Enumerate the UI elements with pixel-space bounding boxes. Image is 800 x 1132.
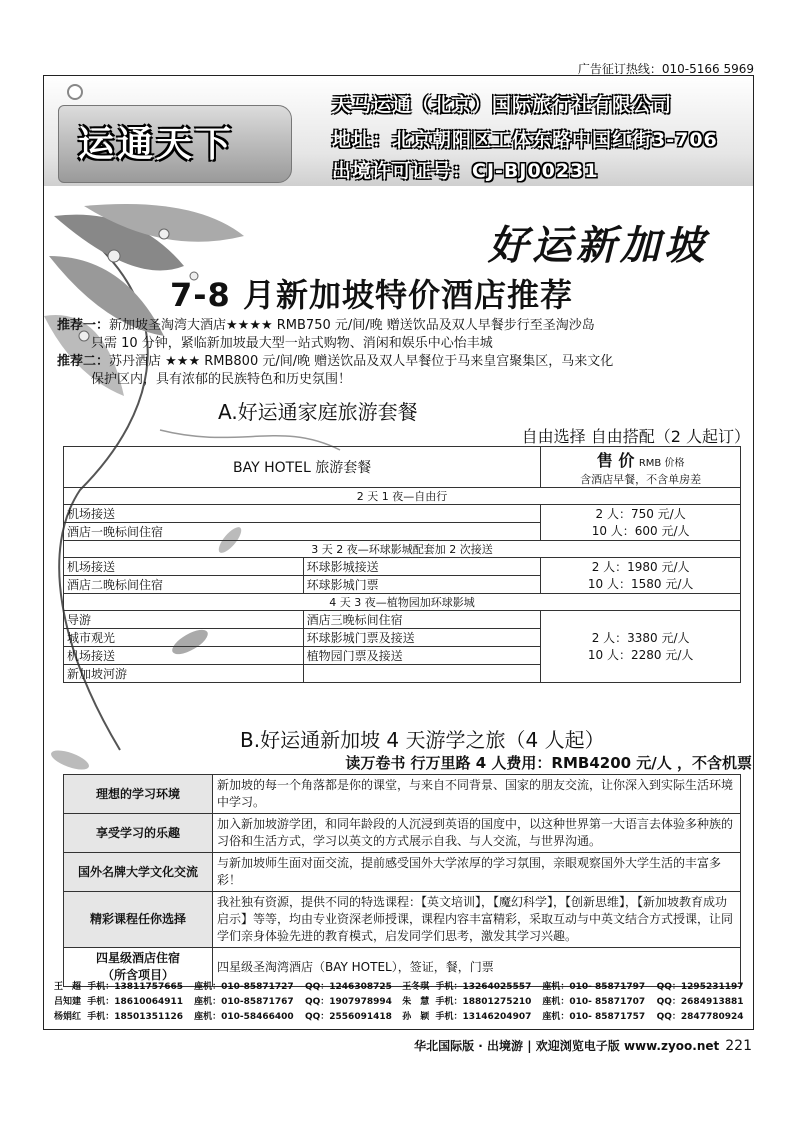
table-cell: 酒店二晚标间住宿 bbox=[64, 576, 304, 594]
price-10-people: 10 人：600 元/人 bbox=[591, 523, 690, 538]
row-label: 精彩课程任你选择 bbox=[64, 892, 213, 948]
table-cell: 机场接送 bbox=[64, 647, 304, 665]
contact-name: 朱 慧 bbox=[402, 997, 430, 1007]
main-title: 7-8 月新加坡特价酒店推荐 bbox=[170, 276, 573, 314]
table-row bbox=[64, 892, 741, 948]
table-cell: 城市观光 bbox=[64, 629, 304, 647]
row-label: 国外名牌大学文化交流 bbox=[64, 853, 213, 892]
contact-name: 杨娟红 bbox=[54, 1012, 82, 1022]
table-row bbox=[64, 853, 741, 892]
table-row bbox=[64, 611, 741, 629]
contact-name: 吕知建 bbox=[54, 997, 82, 1007]
recommendation-2 bbox=[57, 353, 747, 389]
contact-phone: 座机：010- 85871757 bbox=[542, 1012, 646, 1022]
contact-qq: QQ：2556091418 bbox=[304, 1012, 392, 1022]
section-b-subtitle: 读万卷书 行万里路 4 人费用：RMB4200 元/人 ，不含机票 bbox=[345, 754, 752, 772]
contact-phone: 座机：010-85871727 bbox=[194, 982, 294, 992]
contact-phone: 座机：010- 85871707 bbox=[542, 997, 646, 1007]
table-row bbox=[64, 775, 741, 814]
recommendation-1 bbox=[57, 317, 747, 353]
row-text: 四星级圣淘湾酒店（BAY HOTEL），签证，餐，门票 bbox=[213, 948, 741, 987]
slogan: 好运新加坡 bbox=[488, 222, 708, 269]
table-header-package: BAY HOTEL 旅游套餐 bbox=[64, 447, 541, 488]
contact-name: 王冬琪 bbox=[402, 982, 430, 992]
company-name: 天马运通（北京）国际旅行社有限公司 bbox=[332, 94, 673, 116]
price-10-people: 10 人：1580 元/人 bbox=[587, 576, 694, 591]
table-row bbox=[64, 558, 741, 576]
table-cell: 环球影城接送 bbox=[303, 558, 541, 576]
row-text: 与新加坡师生面对面交流，提前感受国外大学浓厚的学习氛围，亲眼观察国外大学生活的丰富多彩！ bbox=[213, 853, 741, 892]
section-b-title: B.好运通新加坡 4 天游学之旅（4 人起） bbox=[240, 728, 605, 752]
contact-mobile: 手机：13264025557 bbox=[435, 982, 532, 992]
contact-qq: QQ：2847780924 bbox=[656, 1012, 744, 1022]
table-cell: 导游 bbox=[64, 611, 304, 629]
contact-phone: 座机：010- 85871797 bbox=[542, 982, 646, 992]
group-name: 3 天 2 夜—环球影城配套加 2 次接送 bbox=[64, 541, 741, 558]
price-2-people: 2 人：1980 元/人 bbox=[591, 559, 690, 574]
price-2-people: 2 人：750 元/人 bbox=[595, 506, 686, 521]
table-header-price bbox=[541, 447, 741, 488]
price-header-label: 售 价 bbox=[596, 450, 635, 470]
table-cell: 机场接送 bbox=[64, 558, 304, 576]
price-cell bbox=[541, 558, 741, 594]
ad-hotline: 广告征订热线：010-5166 5969 bbox=[577, 62, 754, 76]
contact-qq: QQ：1295231197 bbox=[656, 982, 744, 992]
contact-mobile: 手机：18801275210 bbox=[435, 997, 532, 1007]
table-cell: 环球影城门票 bbox=[303, 576, 541, 594]
section-a-title: A.好运通家庭旅游套餐 bbox=[218, 400, 418, 424]
license-number: 出境许可证号：CJ-BJ00231 bbox=[332, 160, 599, 182]
contact-qq: QQ：1246308725 bbox=[304, 982, 392, 992]
table-cell: 新加坡河游 bbox=[64, 665, 304, 683]
table-cell: 环球影城门票及接送 bbox=[303, 629, 541, 647]
table-cell: 机场接送 bbox=[64, 505, 541, 523]
row-label: 理想的学习环境 bbox=[64, 775, 213, 814]
price-cell bbox=[541, 611, 741, 683]
price-2-people: 2 人：3380 元/人 bbox=[591, 630, 690, 645]
price-header-note: 含酒店早餐，不含单房差 bbox=[580, 472, 702, 486]
row-text: 加入新加坡游学团，和同年龄段的人沉浸到英语的国度中，以这种世界第一大语言去体验多种族的习俗和生活方式，学习以英文的方式展示自我、与人交流，与世界沟通。 bbox=[213, 814, 741, 853]
page-number: 221 bbox=[725, 1038, 752, 1054]
rec1-label: 推荐一： bbox=[57, 318, 110, 333]
contact-name: 王 超 bbox=[54, 982, 82, 992]
row-text: 我社独有资源，提供不同的特选课程：【英文培训】，【魔幻科学】，【创新思维】，【新加坡教育成功启示】等等，均由专业资深老师授课，课程内容丰富精彩，采取互动与中英文结合方式授课，让同学们亲身体验先进的教育模式，启发同学们思考，激发其学习兴趣。 bbox=[213, 892, 741, 948]
table-row bbox=[64, 505, 741, 523]
table-header-row bbox=[64, 447, 741, 488]
table-cell: 酒店一晚标间住宿 bbox=[64, 523, 541, 541]
table-row bbox=[64, 814, 741, 853]
rec2-label: 推荐二： bbox=[57, 354, 110, 369]
group-name: 4 天 3 夜—植物园加环球影城 bbox=[64, 594, 741, 611]
contact-row bbox=[52, 993, 752, 1008]
table-cell bbox=[303, 665, 541, 683]
rec2-line2: 保护区内，具有浓郁的民族特色和历史氛围！ bbox=[91, 372, 352, 387]
contact-phone: 座机：010-85871767 bbox=[194, 997, 294, 1007]
rec1-line1: 新加坡圣淘湾大酒店★★★★ RMB750 元/间/晚 赠送饮品及双人早餐步行至圣淘沙岛 bbox=[109, 318, 595, 333]
contact-mobile: 手机：18501351126 bbox=[87, 1012, 184, 1022]
price-header-unit: RMB 价格 bbox=[638, 457, 685, 469]
company-address: 地址：北京朝阳区工体东路中国红街3-706 bbox=[332, 129, 718, 151]
row-text: 新加坡的每一个角落都是你的课堂，与来自不同背景、国家的朋友交流，让你深入到实际生活环境中学习。 bbox=[213, 775, 741, 814]
price-10-people: 10 人：2280 元/人 bbox=[587, 647, 694, 662]
table-cell: 植物园门票及接送 bbox=[303, 647, 541, 665]
contact-name: 孙 颖 bbox=[402, 1012, 430, 1022]
section-a-subtitle: 自由选择 自由搭配（2 人起订） bbox=[521, 427, 750, 446]
price-cell bbox=[541, 505, 741, 541]
table-cell: 酒店三晚标间住宿 bbox=[303, 611, 541, 629]
page-footer bbox=[414, 1037, 752, 1054]
contact-qq: QQ：2684913881 bbox=[656, 997, 744, 1007]
contact-row bbox=[52, 1008, 752, 1023]
row-label: 享受学习的乐趣 bbox=[64, 814, 213, 853]
rec1-line2: 只需 10 分钟，紧临新加坡最大型一站式购物、消闲和娱乐中心怡丰城 bbox=[91, 336, 493, 351]
contact-mobile: 手机：13811757665 bbox=[87, 982, 184, 992]
contact-phone: 座机：010-58466400 bbox=[194, 1012, 294, 1022]
row-label: 四星级酒店住宿 （所含项目） bbox=[64, 948, 213, 987]
footer-text: 华北国际版 · 出境游 | 欢迎浏览电子版 www.zyoo.net bbox=[414, 1039, 720, 1053]
contact-qq: QQ：1907978994 bbox=[304, 997, 392, 1007]
package-table bbox=[63, 446, 741, 683]
brand-logo: 运通天下 bbox=[78, 124, 235, 165]
group-name: 2 天 1 夜—自由行 bbox=[64, 488, 741, 505]
contact-row bbox=[52, 978, 752, 993]
contact-mobile: 手机：13146204907 bbox=[435, 1012, 532, 1022]
contacts-table bbox=[52, 978, 752, 1023]
rec2-line1: 苏丹酒店 ★★★ RMB800 元/间/晚 赠送饮品及双人早餐位于马来皇宫聚集区，马来文化 bbox=[109, 354, 614, 369]
contact-mobile: 手机：18610064911 bbox=[87, 997, 184, 1007]
tag-hole-icon bbox=[67, 84, 83, 100]
study-tour-table bbox=[63, 774, 741, 987]
